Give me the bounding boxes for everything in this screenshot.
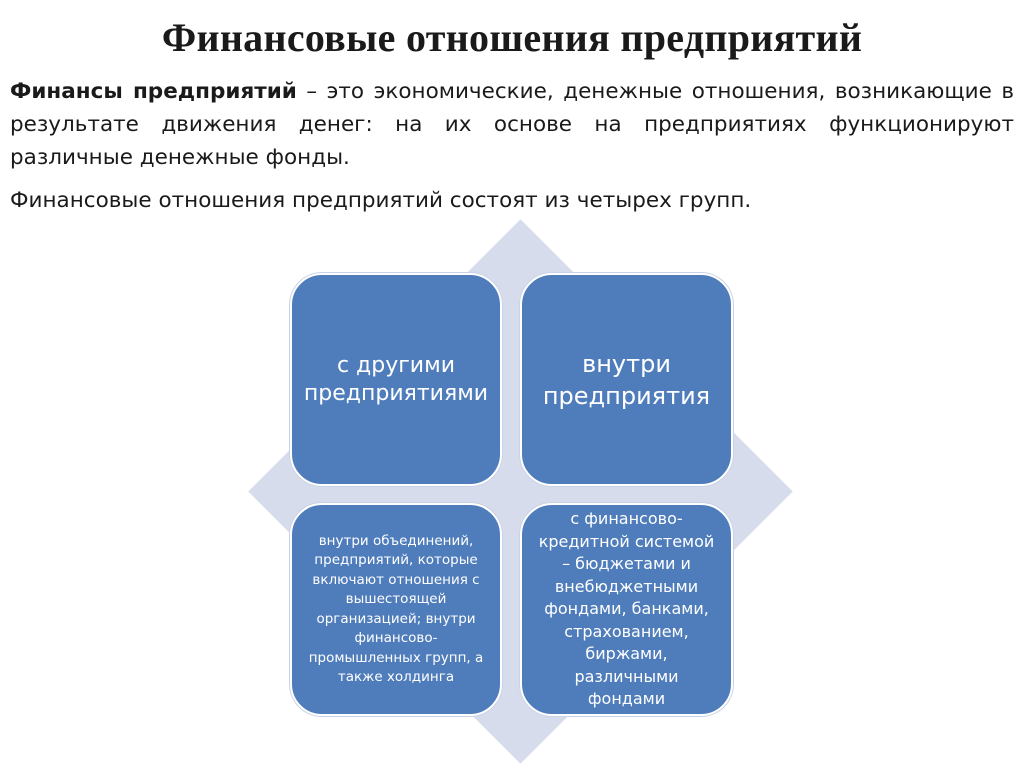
group-box-associations-holdings [290, 503, 502, 716]
group-box-inside-enterprise [520, 273, 733, 486]
group-box-other-enterprises [290, 273, 502, 486]
definition-text: – это экономические, денежные отношения, возникающие в результате движения денег: на их основе на предприятиях функционируют различные денежные фонды. [10, 79, 1014, 170]
group-box-financial-credit-system [520, 503, 733, 716]
definition-term: Финансы предприятий [10, 79, 297, 104]
group-label: внутри объединений, предприятий, которые включают отношения с вышестоящей организацией; внутри финансово-промышленных групп, а также холдинга [308, 532, 484, 685]
group-label: с финансово-кредитной системой – бюджетами и внебюджетными фондами, банками, страхованием, биржами, различными фондами [538, 509, 715, 709]
groups-intro-paragraph: Финансовые отношения предприятий состоят из четырех групп. [10, 188, 752, 213]
slide-title: Финансовые отношения предприятий [161, 15, 863, 60]
group-label: с другими предприятиями [303, 352, 489, 406]
group-label: внутри предприятия [542, 349, 711, 410]
